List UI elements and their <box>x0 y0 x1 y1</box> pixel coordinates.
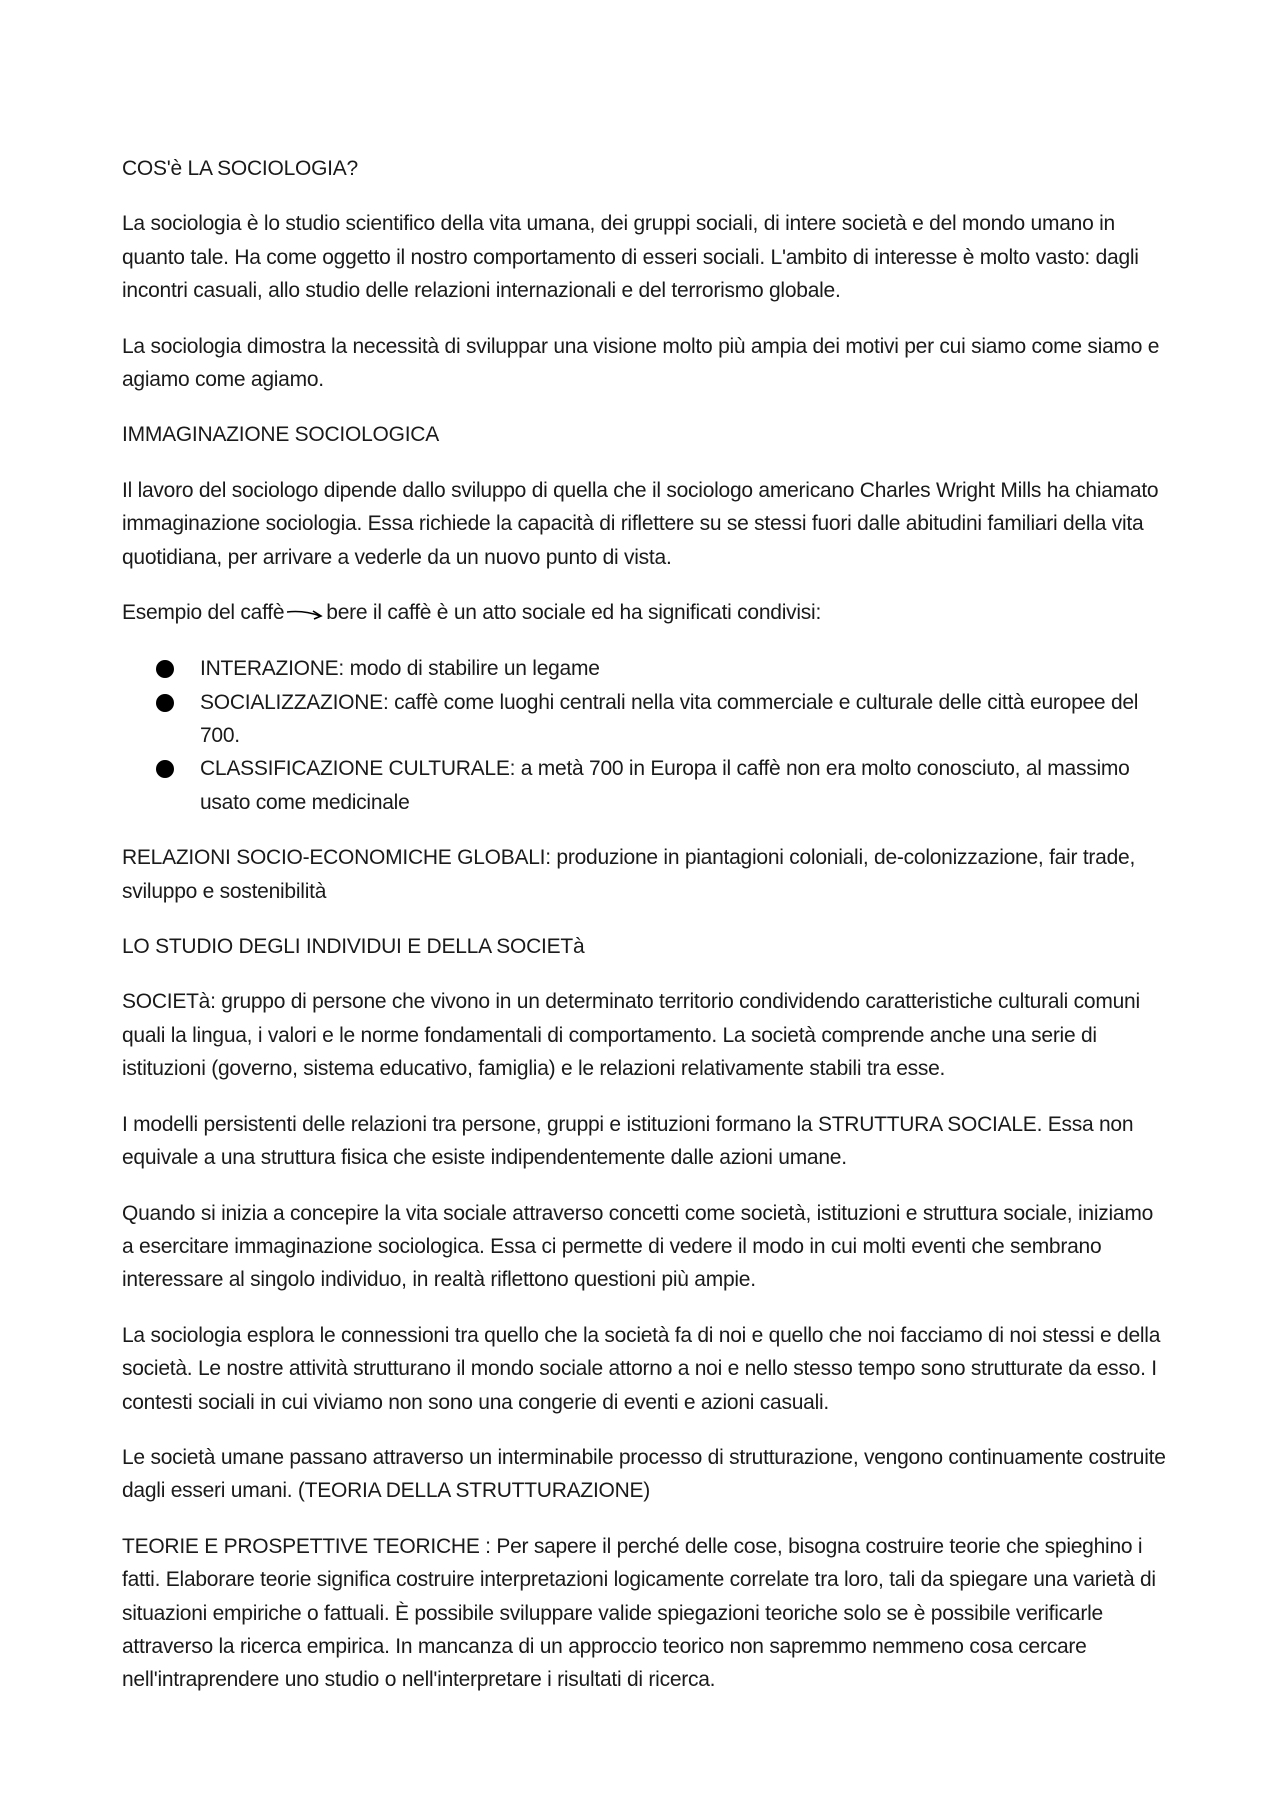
paragraph-teorie: TEORIE E PROSPETTIVE TEORICHE : Per sapere il perché delle cose, bisogna costruire teorie che spieghino i fatti. Elaborare teorie significa costruire interpretazioni logicamente correlate tra loro, tali da spiegare una varietà di situazioni empiriche o fattuali. È possibile sviluppare valide spiegazioni teoriche solo se è possibile verificarle attraverso la ricerca empirica. In mancanza di un approccio teorico non sapremmo nemmeno cosa cercare nell'intraprendere uno studio o nell'interpretare i risultati di ricerca. <box>122 1534 1156 1692</box>
coffee-example-rest: bere il caffè è un atto sociale ed ha significati condivisi: <box>326 601 822 625</box>
coffee-bullet-list <box>122 652 1170 819</box>
list-item <box>200 752 1170 819</box>
bullet-icon <box>156 694 174 712</box>
paragraph-struttura-sociale: I modelli persistenti delle relazioni tra persone, gruppi e istituzioni formano la STRUTTURA SOCIALE. Essa non equivale a una struttura fisica che esiste indipendentemente dalle azioni umane. <box>122 1112 1134 1170</box>
list-item-text: CLASSIFICAZIONE CULTURALE: a metà 700 in Europa il caffè non era molto conosciuto, al massimo usato come medicinale <box>200 757 1130 814</box>
paragraph-definition: La sociologia è lo studio scientifico della vita umana, dei gruppi sociali, di intere società e del mondo umano in quanto tale. Ha come oggetto il nostro comportamento di esseri sociali. L'ambito di interesse è molto vasto: dagli incontri casuali, allo studio delle relazioni internazionali e del terrorismo globale. <box>122 212 1139 303</box>
paragraph-coffee-example <box>122 596 1170 630</box>
heading-immaginazione-sociologica: IMMAGINAZIONE SOCIOLOGICA <box>122 423 439 447</box>
list-item-text: INTERAZIONE: modo di stabilire un legame <box>200 657 600 681</box>
paragraph-connections: La sociologia esplora le connessioni tra quello che la società fa di noi e quello che noi facciamo di noi stessi e della società. Le nostre attività strutturano il mondo sociale attorno a noi e nello stesso tempo sono strutturate da esso. I contesti sociali in cui viviamo non sono una congerie di eventi e azioni casuali. <box>122 1323 1161 1414</box>
list-item-text: SOCIALIZZAZIONE: caffè come luoghi centrali nella vita commerciale e culturale delle città europee del 700. <box>200 690 1139 748</box>
heading-cose-la-sociologia: COS'è LA SOCIOLOGIA? <box>122 157 358 180</box>
bullet-icon <box>156 760 174 778</box>
document-page <box>122 152 1170 1719</box>
heading-studio-individui-societa: LO STUDIO DEGLI INDIVIDUI E DELLA SOCIETà <box>122 935 585 959</box>
paragraph-global-relations: RELAZIONI SOCIO-ECONOMICHE GLOBALI: produzione in piantagioni coloniali, de-colonizzazione, fair trade, sviluppo e sostenibilità <box>122 846 1136 903</box>
paragraph-wright-mills: Il lavoro del sociologo dipende dallo sviluppo di quella che il sociologo americano Charles Wright Mills ha chiamato immaginazione sociologia. Essa richiede la capacità di riflettere su se stessi fuori dalle abitudini familiari della vita quotidiana, per arrivare a vederle da un nuovo punto di vista. <box>122 478 1159 569</box>
right-arrow-icon <box>286 597 324 630</box>
bullet-icon <box>156 660 174 678</box>
list-item <box>200 686 1170 753</box>
paragraph-immaginazione-exercise: Quando si inizia a concepire la vita sociale attraverso concetti come società, istituzioni e struttura sociale, iniziamo a esercitare immaginazione sociologica. Essa ci permette di vedere il modo in cui molti eventi che sembrano interessare al singolo individuo, in realtà riflettono questioni più ampie. <box>122 1201 1154 1292</box>
paragraph-wider-vision: La sociologia dimostra la necessità di sviluppar una visione molto più ampia dei motivi per cui siamo come siamo e agiamo come agiamo. <box>122 334 1160 392</box>
paragraph-strutturazione: Le società umane passano attraverso un interminabile processo di strutturazione, vengono continuamente costruite dagli esseri umani. (TEORIA DELLA STRUTTURAZIONE) <box>122 1445 1166 1503</box>
coffee-example-lead: Esempio del caffè <box>122 601 285 625</box>
paragraph-societa-definition: SOCIETà: gruppo di persone che vivono in un determinato territorio condividendo caratteristiche culturali comuni quali la lingua, i valori e le norme fondamentali di comportamento. La società comprende anche una serie di istituzioni (governo, sistema educativo, famiglia) e le relazioni relativamente stabili tra esse. <box>122 990 1140 1081</box>
list-item <box>200 652 1170 685</box>
